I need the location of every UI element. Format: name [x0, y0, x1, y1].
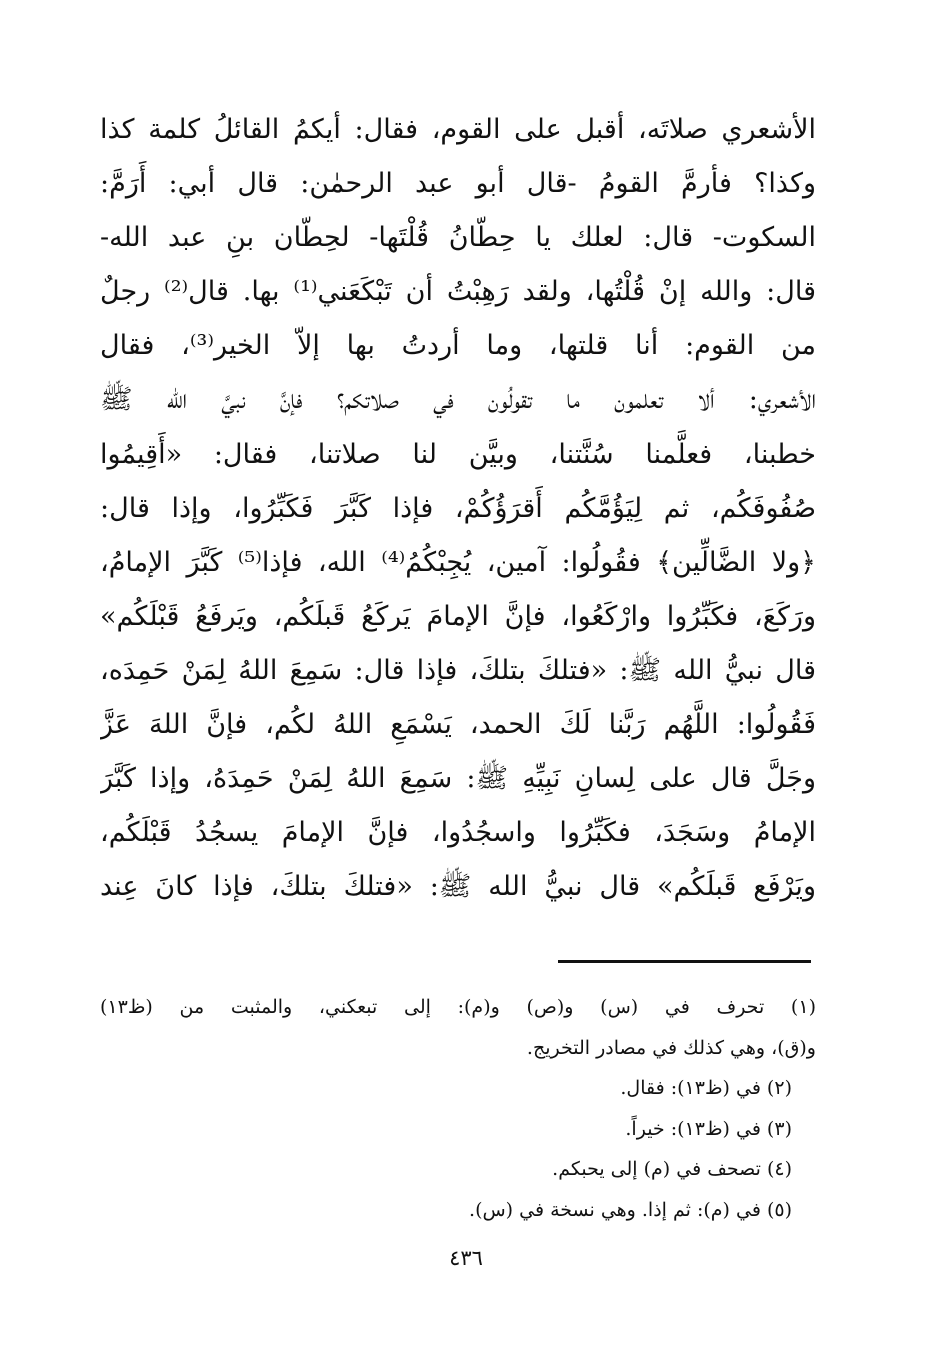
main-text: [100, 103, 816, 914]
text-line: قال: والله إنْ قُلْتُها، ولقد رَهِبْتُ أن تَبْكَعَني⁽¹⁾ بها. قال⁽²⁾ رجلٌ: [100, 276, 816, 308]
text-line: من القوم: أنا قلتها، وما أردتُ بها إلاّ الخير⁽³⁾، فقال: [100, 330, 816, 362]
text-line: وجَلَّ قال على لِسانِ نَبِيِّهِ ﷺ: سَمِعَ اللهُ لِمَنْ حَمِدَهُ، وإذا كَبَّرَ: [100, 763, 816, 795]
text-line: صُفُوفَكُم، ثم لِيَؤُمَّكُم أَقرَؤُكُمْ، فإذا كَبَّرَ فَكَبِّرُوا، وإذا قال:: [100, 492, 816, 524]
footnote-line: (٢) في (ظ١٣): فقال.: [620, 1077, 792, 1099]
footnote-line: (٤) تصحف في (م) إلى يحبكم.: [552, 1158, 792, 1180]
text-line: وكذا؟ فأرمَّ القومُ -قال أبو عبد الرحمٰن: قال أبي: أَرَمَّ:: [100, 168, 816, 200]
text-line: ورَكَعَ، فكَبِّرُوا وارْكَعُوا، فإنَّ الإمامَ يَركَعُ قَبلَكُم، ويَرفَعُ قَبْلَكُم»: [100, 600, 816, 632]
text-line: ﴿ولا الضَّالِّين﴾ فقُولُوا: آمين، يُجِبْكُمُ⁽⁴⁾ الله، فإذا⁽⁵⁾ كَبَّرَ الإمامُ،: [100, 546, 816, 578]
text-line: الإمامُ وسَجَدَ، فكَبِّرُوا واسجُدُوا، فإنَّ الإمامَ يسجُدُ قَبْلَكُم،: [100, 817, 816, 849]
footnote-separator: [558, 960, 811, 963]
text-line: قال نبيُّ الله ﷺ: «فتلكَ بتلكَ، فإذا قال: سَمِعَ اللهُ لِمَنْ حَمِدَه،: [100, 654, 816, 686]
text-line: خطبنا، فعلَّمنا سُنَّتنا، وبيَّن لنا صلاتنا، فقال: «أَقِيمُوا: [100, 438, 816, 470]
text-line: السكوت- قال: لعلك يا حِطّانُ قُلْتَها- لحِطّان بنِ عبد الله-: [100, 222, 816, 254]
footnote-line: (١) تحرف في (س) و(ص) و(م): إلى تبعكني، والمثبت من (ظ١٣): [100, 996, 816, 1018]
text-line: فَقُولُوا: اللَّهُم رَبَّنا لَكَ الحمد، يَسْمَعِ اللهُ لكُم، فإنَّ اللهَ عَزَّ: [100, 709, 816, 741]
footnote-line: و(ق)، وهي كذلك في مصادر التخريج.: [526, 1036, 816, 1059]
text-line: ويَرْفَع قَبلَكُم» قال نبيُّ الله ﷺ: «فتلكَ بتلكَ، فإذا كانَ عِند: [100, 871, 816, 903]
text-line: الأشعري صلاتَه، أقبل على القوم، فقال: أيكمُ القائلُ كلمة كذا: [100, 114, 816, 145]
page-number: ٤٣٦: [449, 1246, 483, 1270]
footnote-line: (٣) في (ظ١٣): خيراً.: [625, 1117, 792, 1140]
footnote-line: (٥) في (م): ثم إذا. وهي نسخة في (س).: [469, 1198, 792, 1221]
text-line: الأشعري: ألا تعلمون ما تقولُون في صلاتكم؟ فإنَّ نبيَّ الله ﷺ: [100, 384, 816, 416]
footnotes: [100, 987, 816, 1230]
